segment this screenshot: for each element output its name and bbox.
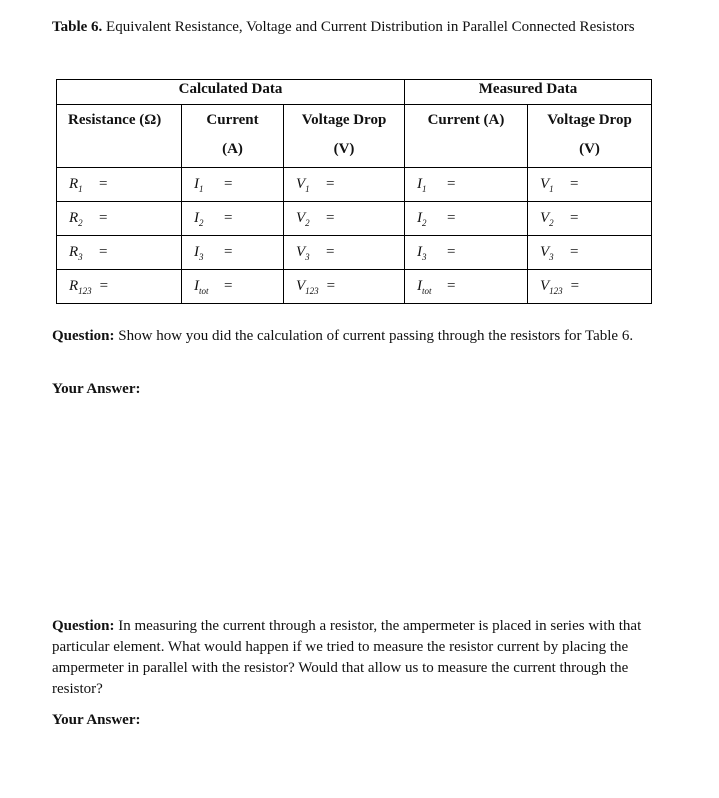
symbol: I	[417, 243, 422, 260]
meas-voltage-header	[528, 105, 652, 168]
answer-2-label: Your Answer:	[52, 712, 141, 728]
equals-sign: =	[326, 243, 335, 260]
calc-voltage-cell	[284, 270, 405, 304]
subscript: 123	[305, 285, 319, 296]
caption-label: Table 6.	[52, 19, 103, 35]
equals-sign: =	[326, 209, 335, 226]
symbol: V	[296, 277, 306, 294]
calc-current-cell	[182, 270, 284, 304]
equals-sign: =	[99, 209, 108, 226]
subscript: tot	[199, 285, 209, 296]
symbol: I	[194, 277, 199, 294]
symbol: R	[69, 175, 79, 192]
symbol: I	[417, 175, 422, 192]
symbol: V	[540, 209, 550, 226]
meas-current-cell	[405, 270, 528, 304]
equals-sign: =	[570, 209, 579, 226]
subscript: 3	[305, 251, 310, 262]
subscript: 3	[199, 251, 204, 262]
meas-current-header-line1: Current (A)	[427, 112, 505, 128]
answer-1-area[interactable]	[52, 404, 662, 600]
answer-2-area[interactable]	[52, 735, 662, 790]
subscript: 123	[549, 285, 563, 296]
subscript: 2	[422, 217, 427, 228]
question-2	[52, 616, 662, 700]
resistance-cell	[57, 202, 182, 236]
calc-current-header-line1: Current	[206, 112, 259, 128]
subscript: 2	[549, 217, 554, 228]
measured-data-header: Measured Data	[405, 80, 652, 105]
symbol: V	[296, 209, 306, 226]
resistance-cell	[57, 168, 182, 202]
symbol: I	[194, 243, 199, 260]
answer-1-label: Your Answer:	[52, 381, 141, 397]
meas-current-cell	[405, 236, 528, 270]
caption-text: Equivalent Resistance, Voltage and Current Distribution in Parallel Connected Resistors	[102, 19, 635, 35]
symbol: V	[296, 175, 306, 192]
group-header-row	[57, 80, 652, 105]
question-1-label: Question:	[52, 328, 115, 344]
subscript: 3	[422, 251, 427, 262]
subscript: 1	[78, 183, 83, 194]
equals-sign: =	[224, 209, 233, 226]
meas-current-header	[405, 105, 528, 168]
equals-sign: =	[447, 209, 456, 226]
calc-current-cell	[182, 202, 284, 236]
subscript: 3	[549, 251, 554, 262]
equals-sign: =	[224, 175, 233, 192]
equals-sign: =	[326, 175, 335, 192]
subscript: 1	[199, 183, 204, 194]
equals-sign: =	[99, 175, 108, 192]
calc-current-cell	[182, 168, 284, 202]
question-2-text: In measuring the current through a resistor, the ampermeter is placed in series with that particular element. What would happen if we tried to measure the resistor current by placing the ampermeter in parallel with the resistor? Would that allow us to measure the current through the resistor?	[52, 618, 642, 697]
meas-voltage-cell	[528, 236, 652, 270]
meas-voltage-header-line2: (V)	[579, 141, 600, 157]
question-1	[52, 326, 662, 347]
subscript: 2	[199, 217, 204, 228]
subscript: 3	[78, 251, 83, 262]
resistance-cell	[57, 270, 182, 304]
meas-voltage-cell	[528, 202, 652, 236]
meas-current-cell	[405, 202, 528, 236]
equals-sign: =	[570, 277, 580, 294]
meas-voltage-header-line1: Voltage Drop	[547, 112, 632, 128]
table-row	[57, 236, 652, 270]
symbol: I	[417, 277, 422, 294]
calc-voltage-cell	[284, 168, 405, 202]
subscript: 2	[305, 217, 310, 228]
calc-current-cell	[182, 236, 284, 270]
symbol: V	[540, 277, 550, 294]
calc-voltage-cell	[284, 236, 405, 270]
subscript: tot	[422, 285, 432, 296]
symbol: I	[194, 209, 199, 226]
equals-sign: =	[224, 277, 233, 294]
meas-voltage-cell	[528, 270, 652, 304]
table-row	[57, 202, 652, 236]
symbol: R	[69, 243, 79, 260]
calculated-data-header: Calculated Data	[57, 80, 405, 105]
resistance-cell	[57, 236, 182, 270]
subscript: 1	[305, 183, 310, 194]
results-table	[56, 79, 652, 304]
subscript: 2	[78, 217, 83, 228]
symbol: V	[540, 243, 550, 260]
question-2-label: Question:	[52, 618, 115, 634]
symbol: V	[540, 175, 550, 192]
column-header-row	[57, 105, 652, 168]
table-row	[57, 270, 652, 304]
calc-voltage-header-line2: (V)	[333, 141, 355, 157]
symbol: R	[69, 209, 79, 226]
symbol: I	[194, 175, 199, 192]
meas-voltage-cell	[528, 168, 652, 202]
calc-current-header-line2: (A)	[222, 141, 243, 157]
question-1-text: Show how you did the calculation of current passing through the resistors for Table 6.	[114, 328, 634, 344]
equals-sign: =	[447, 175, 456, 192]
calc-voltage-cell	[284, 202, 405, 236]
equals-sign: =	[224, 243, 233, 260]
equals-sign: =	[326, 277, 336, 294]
calc-voltage-header	[284, 105, 405, 168]
subscript: 1	[549, 183, 554, 194]
calc-voltage-header-line1: Voltage Drop	[301, 112, 387, 128]
equals-sign: =	[99, 277, 109, 294]
table-row	[57, 168, 652, 202]
equals-sign: =	[570, 175, 579, 192]
meas-current-cell	[405, 168, 528, 202]
symbol: V	[296, 243, 306, 260]
calc-current-header	[182, 105, 284, 168]
equals-sign: =	[447, 243, 456, 260]
resistance-header: Resistance (Ω)	[57, 105, 182, 168]
results-table-wrapper	[56, 79, 652, 304]
equals-sign: =	[99, 243, 108, 260]
subscript: 123	[78, 285, 92, 296]
symbol: I	[417, 209, 422, 226]
table-caption	[52, 17, 672, 38]
subscript: 1	[422, 183, 427, 194]
equals-sign: =	[570, 243, 579, 260]
symbol: R	[69, 277, 79, 294]
equals-sign: =	[447, 277, 456, 294]
